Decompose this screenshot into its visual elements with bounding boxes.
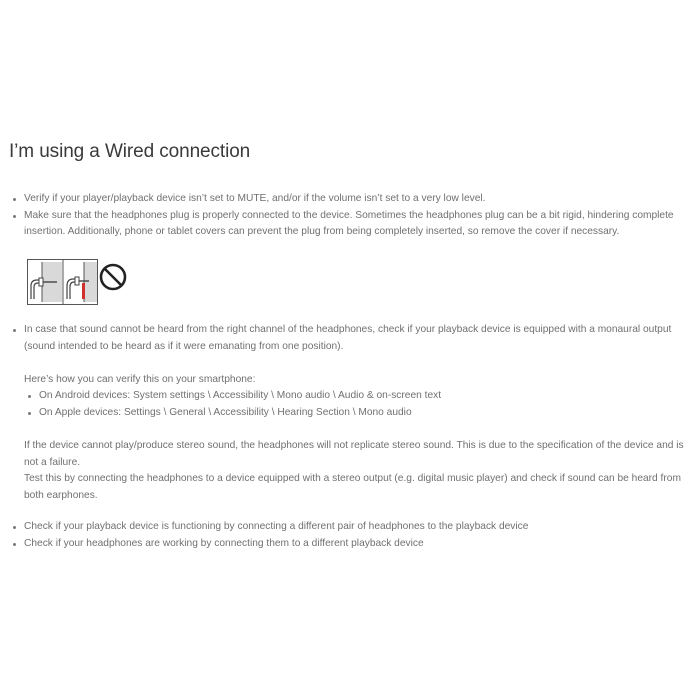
plug-insertion-illustration xyxy=(27,259,129,305)
stereo-note: If the device cannot play/produce stereo sound, the headphones will not replicate stereo sound. This is due to the specification of the device and is not a failure. xyxy=(24,440,684,468)
list-item: Check if your playback device is functioning by connecting a different pair of headphones to the playback device xyxy=(24,519,696,536)
plug-insertion-svg xyxy=(27,259,129,305)
list-item: In case that sound cannot be heard from the right channel of the headphones, check if your playback device is equipped with a monaural output (sound intended to be heard as if it were emanating from one position). xyxy=(24,322,696,355)
list-item: Verify if your player/playback device isn’t set to MUTE, and/or if the volume isn’t set to a very low level. xyxy=(24,191,696,208)
bullet-list-top xyxy=(24,191,696,241)
list-item: On Apple devices: Settings \ General \ Accessibility \ Hearing Section \ Mono audio xyxy=(39,405,696,422)
list-item: Check if your headphones are working by connecting them to a different playback device xyxy=(24,536,696,553)
prohibited-icon xyxy=(101,265,125,289)
list-item: Make sure that the headphones plug is properly connected to the device. Sometimes the headphones plug can be a bit rigid, hindering complete insertion. Additionally, phone or tablet covers can prevent the plug from being completely inserted, so remove the cover if necessary. xyxy=(24,208,696,241)
bullet-list-bottom xyxy=(24,519,696,552)
mono-output-section xyxy=(24,322,696,505)
list-item: On Android devices: System settings \ Accessibility \ Mono audio \ Audio & on-screen text xyxy=(39,388,696,405)
page-title: I’m using a Wired connection xyxy=(9,141,251,162)
verify-intro: Here’s how you can verify this on your smartphone: xyxy=(24,373,256,385)
stereo-test-note: Test this by connecting the headphones to a device equipped with a stereo output (e.g. digital music player) and check if sound can be heard from both earphones. xyxy=(24,473,681,501)
